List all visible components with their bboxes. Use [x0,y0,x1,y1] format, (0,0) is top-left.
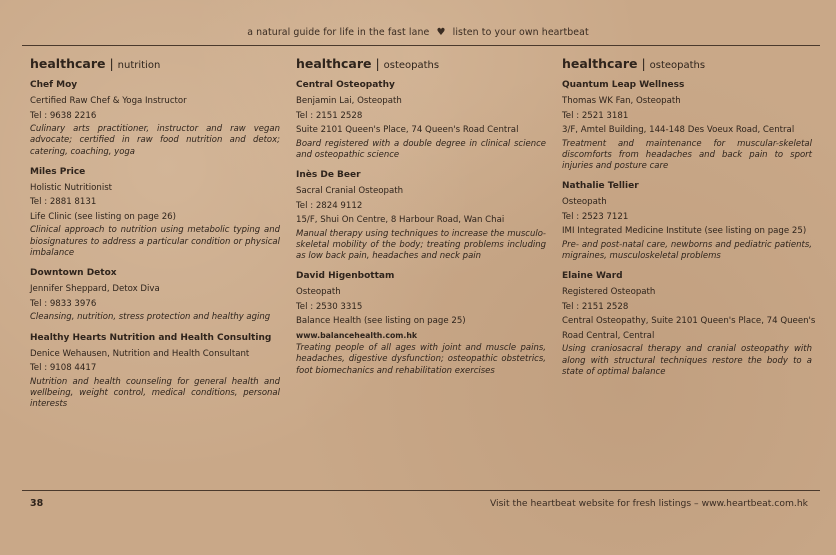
tagline-right: listen to your own heartbeat [452,27,589,38]
listing-description: Treating people of all ages with joint and muscle pains, headaches, digestive dysfunction; osteopathic obstetrics, foot biomechanics and rehabilitation exercises [296,342,546,376]
listing-name: Nathalie Tellier [562,181,639,192]
section-title: healthcare [562,56,638,71]
listing-line: Osteopath [296,287,341,298]
listing-name: Downtown Detox [30,268,117,279]
listing-phone: Tel : 9833 3976 [30,298,97,309]
listing-phone: Tel : 2151 2528 [562,301,629,312]
listing-line: Sacral Cranial Osteopath [296,186,404,197]
listing-phone: Tel : 2824 9112 [296,200,363,211]
section-title: healthcare [296,56,372,71]
listing-phone: Tel : 2881 8131 [30,197,97,208]
listing-line: Holistic Nutritionist [30,182,113,193]
header-divider [22,45,820,46]
footer-divider [22,490,820,491]
listing-name: Quantum Leap Wellness [562,80,685,90]
listing-entry [296,79,546,161]
footer-website-text: Visit the heartbeat website for fresh listings – www.heartbeat.com.hk [489,498,808,509]
listing-entry [562,79,812,172]
listing-entry [30,332,280,411]
listing-name: Central Osteopathy [296,80,395,90]
listing-phone: Tel : 2521 3181 [562,110,629,121]
listing-phone: Tel : 9108 4417 [30,363,97,374]
listing-entry [296,169,546,262]
category-title: nutrition [117,60,161,71]
listing-address: Life Clinic (see listing on page 26) [30,211,176,222]
listing-description: Nutrition and health counseling for general health and wellbeing, weight control, medical conditions, personal interests [30,376,280,410]
listing-website-link[interactable]: www.balancehealth.com.hk [296,330,418,340]
listing-name: Chef Moy [30,80,78,90]
listing-entry [30,79,280,158]
listing-name: Elaine Ward [562,271,623,282]
listing-entry [562,180,812,262]
column-heading: healthcare | nutrition [30,56,161,71]
listing-description: Board registered with a double degree in clinical science and osteopathic science [296,138,546,160]
listing-address: Balance Health (see listing on page 25) [296,316,466,327]
listing-line: Osteopath [562,197,607,208]
listing-address: 15/F, Shui On Centre, 8 Harbour Road, Wan Chai [296,215,505,226]
listing-description: Culinary arts practitioner, instructor and raw vegan advocate; certified in raw food nutrition and detox; catering, coaching, yoga [30,124,280,157]
listing-phone: Tel : 9638 2216 [30,110,97,121]
listing-line: Thomas WK Fan, Osteopath [562,96,681,106]
heart-icon: ♥ [436,27,446,38]
listing-address: Road Central, Central [562,330,655,341]
listing-name: Healthy Hearts Nutrition and Health Consulting [30,332,272,343]
column-osteopaths-1 [296,56,546,385]
page-number: 38 [30,498,44,509]
listing-entry [296,270,546,376]
category-title: osteopaths [383,60,440,71]
listing-name: Miles Price [30,166,86,177]
listing-phone: Tel : 2151 2528 [296,110,363,121]
section-title: healthcare [30,56,106,71]
listing-name: David Higenbottam [296,271,395,282]
listing-line: Jennifer Sheppard, Detox Diva [30,284,160,295]
listing-address: IMI Integrated Medicine Institute (see listing on page 25) [562,226,807,237]
listing-line: Certified Raw Chef & Yoga Instructor [30,96,187,106]
column-heading: healthcare | osteopaths [562,56,706,71]
header-tagline [0,27,836,38]
listing-description: Treatment and maintenance for muscular-skeletal discomforts from headaches and back pain to sport injuries and posture care [562,138,812,172]
listing-name: Inès De Beer [296,170,361,181]
tagline-left: a natural guide for life in the fast lane [247,27,430,38]
column-nutrition [30,56,280,418]
listing-phone: Tel : 2523 7121 [562,211,629,222]
listing-description: Manual therapy using techniques to increase the musculo-skeletal mobility of the body; treating problems including as low back pain, headaches and neck pain [296,228,546,262]
column-heading: healthcare | osteopaths [296,56,440,71]
listing-address: 3/F, Amtel Building, 144-148 Des Voeux Road, Central [562,125,795,135]
category-title: osteopaths [649,60,706,71]
listing-address: Suite 2101 Queen's Place, 74 Queen's Road Central [296,125,519,135]
listing-line: Registered Osteopath [562,287,656,298]
listing-address: Central Osteopathy, Suite 2101 Queen's Place, 74 Queen's [562,316,816,327]
listing-description: Using craniosacral therapy and cranial osteopathy with along with structural techniques restore the body to a state of optimal balance [562,344,812,378]
listing-line: Benjamin Lai, Osteopath [296,96,402,106]
listing-description: Pre- and post-natal care, newborns and pediatric patients, migraines, musculoskeletal problems [562,239,812,262]
listing-phone: Tel : 2530 3315 [296,301,363,312]
column-osteopaths-2 [562,56,816,386]
listing-description: Clinical approach to nutrition using metabolic typing and biosignatures to address a particular condition or physical imbalance [30,225,280,258]
listing-entry [562,270,816,378]
listing-entry [30,267,280,323]
listing-line: Denice Wehausen, Nutrition and Health Consultant [30,348,250,359]
listing-description: Cleansing, nutrition, stress protection and healthy aging [30,312,271,323]
listing-entry [30,166,280,259]
